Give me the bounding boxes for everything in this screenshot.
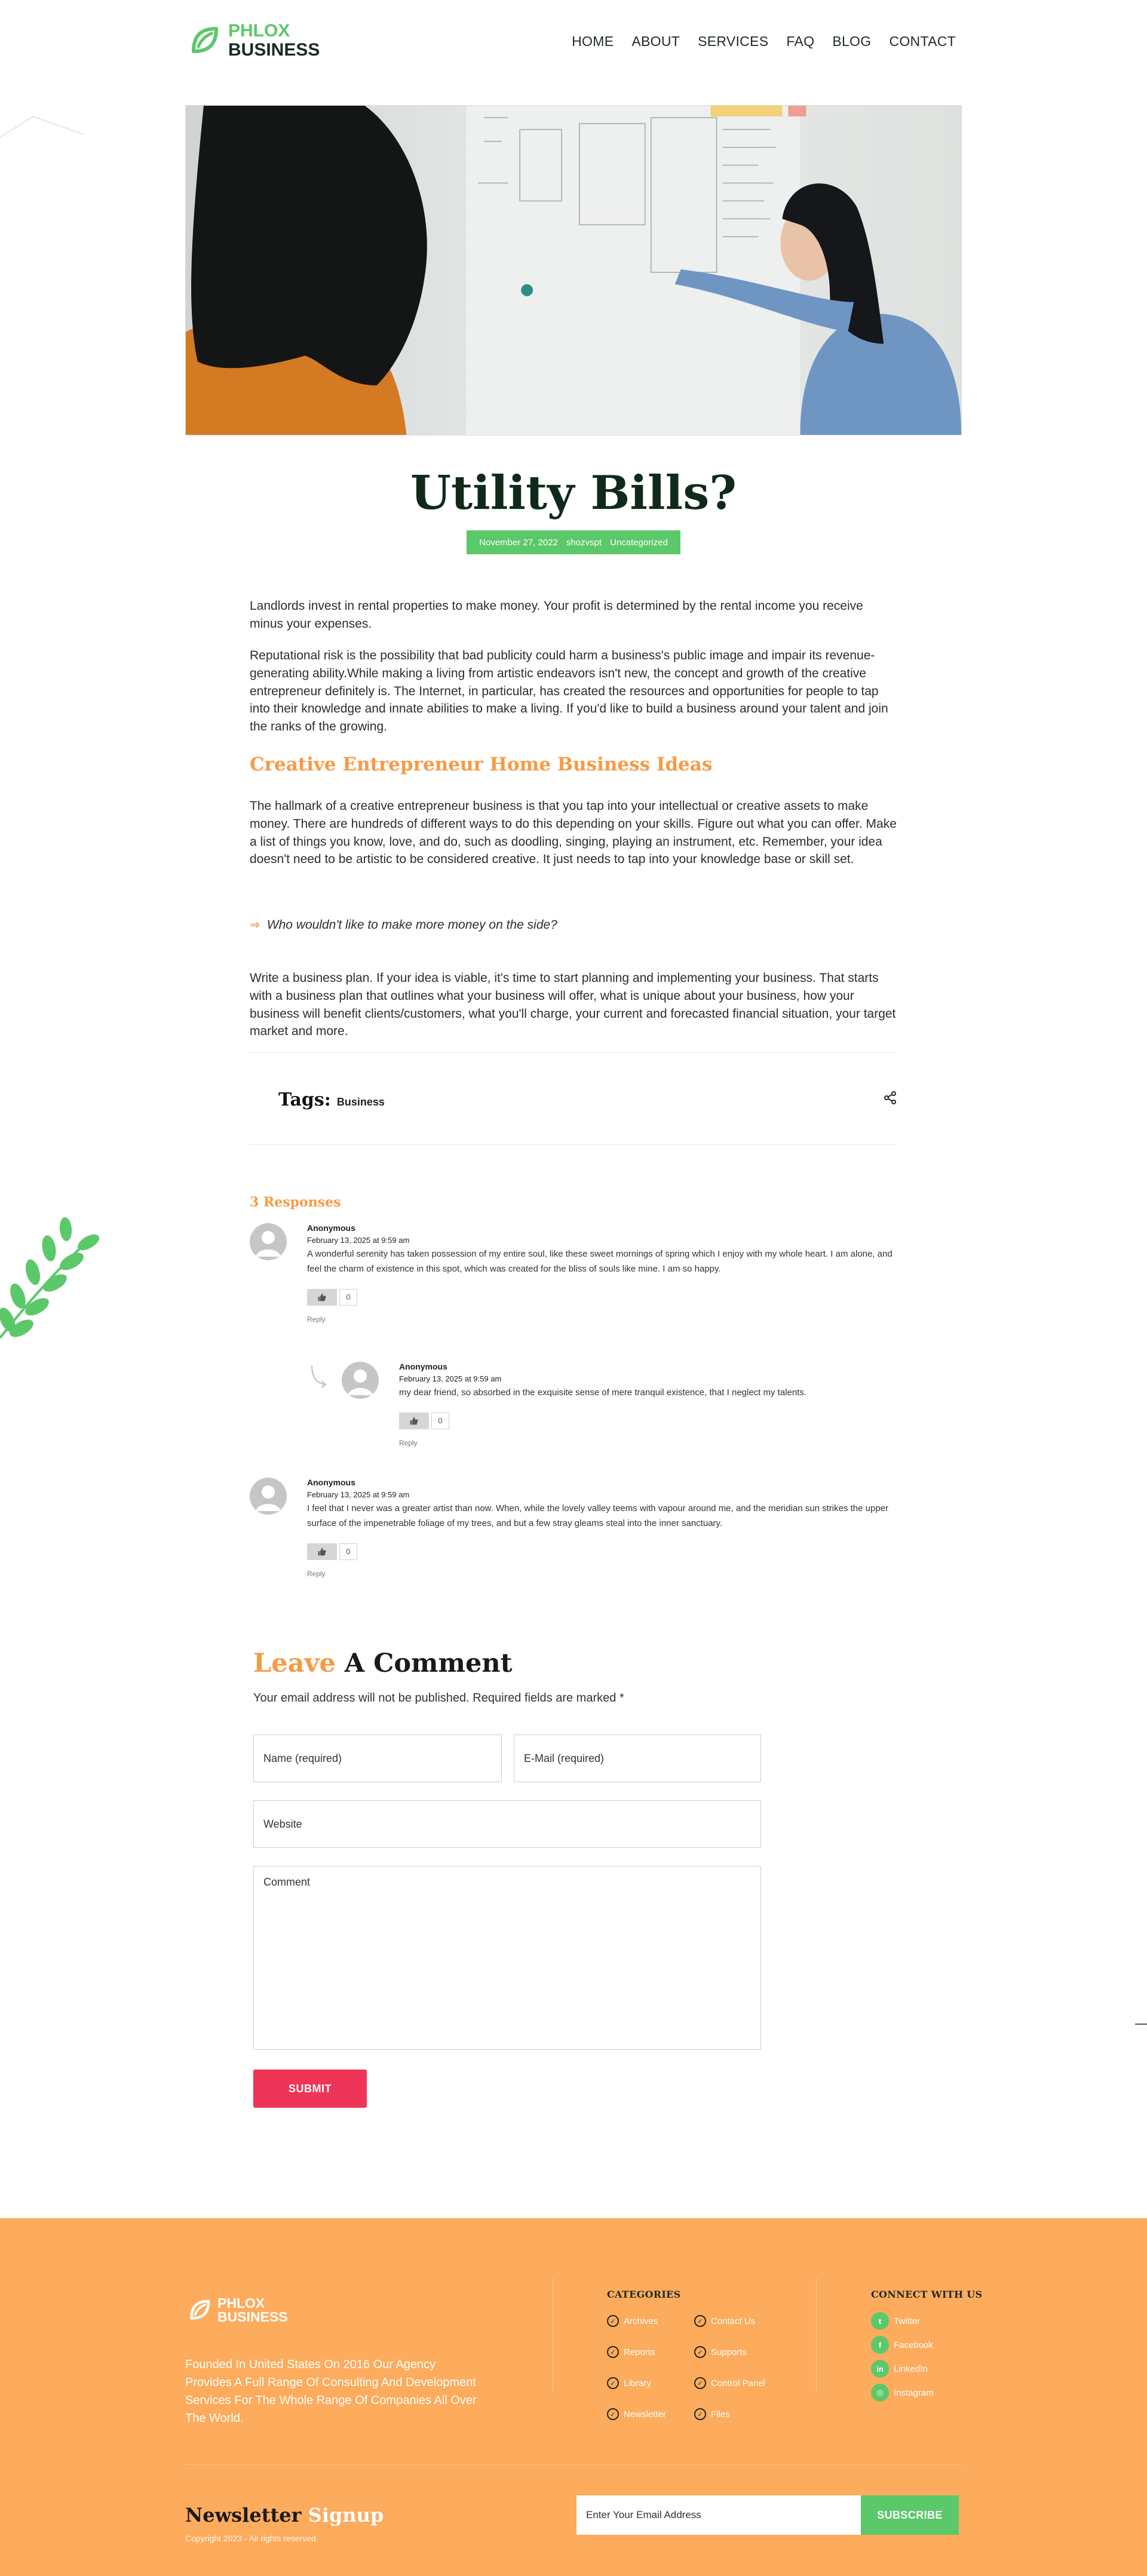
newsletter-title: [185, 2504, 384, 2526]
logo-line1: PHLOX: [228, 21, 290, 41]
share-icon[interactable]: [883, 1091, 897, 1105]
comment-text: my dear friend, so absorbed in the exquisite sense of mere tranquil existence, that I neglect my talents.: [399, 1387, 807, 1398]
comment-textarea[interactable]: [253, 1866, 761, 2050]
copyright-text: Copyright 2023 - All rights reserved.: [185, 2534, 318, 2543]
like-button[interactable]: [307, 1289, 337, 1306]
footer-link-label: Archives: [624, 2316, 658, 2326]
article-paragraph: Reputational risk is the possibility that bad publicity could harm a business's public image and impair its revenue-generating ability.While making a living from artistic endeavors isn't new, the concept and growth of the creative entrepreneur definitely is. The Internet, in particular, has created the resources and opportunities for people to tap into their knowledge and innate abilities to make a living. If you'd like to build a business around your talent and join the ranks of the growing.: [250, 649, 888, 734]
post-date[interactable]: November 27, 2022: [479, 537, 558, 548]
article-paragraph: Landlords invest in rental properties to make money. Your profit is determined by the rental income you receive minus your expenses.: [250, 599, 863, 631]
user-avatar-icon: [342, 1362, 379, 1399]
scroll-edge-mark: [1135, 2024, 1147, 2025]
site-logo[interactable]: [185, 22, 320, 60]
quote-text: Who wouldn't like to make more money on the side?: [266, 917, 557, 932]
footer-link-reports[interactable]: [607, 2346, 655, 2358]
post-tags: [278, 1089, 385, 1110]
user-avatar-icon: [250, 1223, 287, 1260]
leaf-logo-icon: [185, 2296, 214, 2325]
thumbs-up-icon: [317, 1547, 327, 1556]
divider: [250, 1144, 897, 1145]
like-button[interactable]: [399, 1413, 429, 1429]
reply-link[interactable]: Reply: [399, 1438, 418, 1447]
article-subheading: Creative Entrepreneur Home Business Ideas: [250, 754, 713, 775]
footer-link-label: Reports: [624, 2347, 655, 2357]
footer-link-contact-us[interactable]: [694, 2315, 755, 2327]
social-facebook[interactable]: [871, 2336, 933, 2354]
social-twitter[interactable]: [871, 2312, 920, 2330]
website-input[interactable]: [253, 1800, 761, 1848]
like-count: 0: [339, 1289, 357, 1306]
check-circle-icon: ✓: [607, 2315, 619, 2327]
avatar: [250, 1478, 287, 1515]
comment-text: A wonderful serenity has taken possession of my entire soul, like these sweet mornings of spring which I enjoy with my whole heart. I am alone, and feel the charm of existence in this spot, which was created for the bliss of souls like mine. I am so happy.: [307, 1249, 893, 1274]
instagram-icon: ◎: [871, 2384, 889, 2402]
article-paragraph: Write a business plan. If your idea is viable, it's time to start planning and implementing your business. That starts with a business plan that outlines what your business will offer, what is unique about your business, how your business will benefit clients/customers, what you'll charge, your current and forecasted financial situation, your target market and more.: [250, 971, 896, 1039]
check-circle-icon: ✓: [694, 2408, 706, 2420]
decorative-leaf-branch-icon: [0, 1206, 102, 1344]
footer-link-label: Contact Us: [711, 2316, 756, 2326]
tags-label: Tags:: [278, 1089, 331, 1110]
like-count: 0: [339, 1543, 357, 1560]
social-label: LinkedIn: [894, 2363, 928, 2374]
footer-divider: [185, 2464, 962, 2465]
footer-logo-line2: BUSINESS: [217, 2309, 288, 2325]
comment-author: Anonymous: [399, 1362, 447, 1371]
check-circle-icon: ✓: [607, 2346, 619, 2358]
arrow-right-icon: ⇒: [250, 919, 260, 932]
main-nav: [572, 33, 956, 50]
required-fields-note: Your email address will not be published. Required fields are marked *: [253, 1691, 624, 1705]
nav-home[interactable]: HOME: [572, 33, 614, 49]
twitter-icon: t: [871, 2312, 889, 2330]
footer-link-archives[interactable]: [607, 2315, 658, 2327]
footer-about-text: Founded In United States On 2016 Our Agency Provides A Full Range Of Consulting And Development Services For The Whole Range Of Companies All Over The World.: [185, 2358, 477, 2425]
user-avatar-icon: [250, 1478, 287, 1515]
post-author[interactable]: shozvspt: [566, 537, 602, 548]
comment-date: February 13, 2025 at 9:59 am: [307, 1236, 410, 1245]
post-category[interactable]: Uncategorized: [610, 537, 668, 548]
post-meta-badge: [467, 530, 680, 554]
nav-contact[interactable]: CONTACT: [889, 33, 956, 49]
article-quote: [250, 917, 557, 932]
footer-link-label: Control Panel: [711, 2378, 765, 2388]
like-count: 0: [431, 1413, 449, 1429]
nav-services[interactable]: SERVICES: [698, 33, 769, 49]
thumbs-up-icon: [317, 1292, 327, 1302]
facebook-icon: f: [871, 2336, 889, 2354]
reply-link[interactable]: Reply: [307, 1315, 326, 1324]
logo-line2: BUSINESS: [228, 40, 320, 60]
site-footer: [0, 2218, 1147, 2576]
footer-link-label: Newsletter: [624, 2409, 666, 2420]
avatar: [342, 1362, 379, 1399]
leaf-logo-icon: [185, 22, 223, 60]
avatar: [250, 1223, 287, 1260]
leave-title-accent: Leave: [253, 1648, 336, 1678]
footer-link-library[interactable]: [607, 2377, 651, 2389]
leave-comment-title: [253, 1648, 513, 1678]
thumbs-up-icon: [409, 1416, 419, 1426]
reply-link[interactable]: Reply: [307, 1569, 326, 1578]
subscribe-button[interactable]: SUBSCRIBE: [861, 2495, 959, 2535]
footer-divider: [816, 2278, 817, 2391]
nav-faq[interactable]: FAQ: [786, 33, 815, 49]
leave-title-rest: A Comment: [335, 1648, 513, 1678]
footer-logo[interactable]: [185, 2296, 288, 2325]
newsletter-title-main: Newsletter: [185, 2504, 302, 2526]
submit-button[interactable]: SUBMIT: [253, 2070, 367, 2108]
social-label: Instagram: [894, 2387, 934, 2398]
comment-author: Anonymous: [307, 1223, 355, 1233]
site-header: [0, 0, 1147, 84]
footer-link-label: Supports: [711, 2347, 747, 2357]
footer-link-supports[interactable]: [694, 2346, 747, 2358]
social-linkedin[interactable]: [871, 2360, 928, 2378]
footer-link-newsletter[interactable]: [607, 2408, 666, 2420]
check-circle-icon: ✓: [694, 2315, 706, 2327]
reply-arrow-icon: [309, 1364, 327, 1388]
social-label: Twitter: [894, 2316, 921, 2326]
comment-date: February 13, 2025 at 9:59 am: [399, 1374, 502, 1383]
check-circle-icon: ✓: [607, 2377, 619, 2389]
whiteboard-presentation-illustration: [186, 106, 961, 435]
decorative-triangle-shape: [0, 110, 90, 146]
newsletter-email-input[interactable]: [576, 2495, 861, 2535]
check-circle-icon: ✓: [694, 2346, 706, 2358]
social-instagram[interactable]: [871, 2384, 934, 2402]
categories-title: CATEGORIES: [607, 2289, 681, 2300]
email-input[interactable]: [514, 1734, 761, 1782]
check-circle-icon: ✓: [607, 2408, 619, 2420]
social-label: Facebook: [894, 2339, 933, 2350]
footer-logo-line1: PHLOX: [217, 2295, 265, 2311]
post-title: Utility Bills?: [410, 466, 737, 520]
like-button[interactable]: [307, 1543, 337, 1560]
responses-title: 3 Responses: [250, 1195, 341, 1210]
linkedin-icon: in: [871, 2360, 889, 2378]
connect-title: CONNECT WITH US: [871, 2289, 983, 2300]
footer-link-label: Library: [624, 2378, 651, 2388]
name-input[interactable]: [253, 1734, 502, 1782]
comment-text: I feel that I never was a greater artist than now. When, while the lovely valley teems with vapour around me, and the meridian sun strikes the upper surface of the impenetrable foliage of my trees, and but a few stray gleams steal into the inner sanctuary.: [307, 1503, 889, 1528]
footer-link-control-panel[interactable]: [694, 2377, 765, 2389]
footer-link-files[interactable]: [694, 2408, 730, 2420]
nav-blog[interactable]: BLOG: [832, 33, 872, 49]
nav-about[interactable]: ABOUT: [631, 33, 680, 49]
footer-link-label: Files: [711, 2409, 730, 2420]
article-paragraph: The hallmark of a creative entrepreneur business is that you tap into your intellectual or creative assets to make money. There are hundreds of different ways to do this depending on your skills. Figure out what you can offer. Make a list of things you know, love, and do, such as doodling, singing, playing an instrument, etc. Remember, your idea doesn't need to be artistic to be considered creative. It just needs to tap into your knowledge base or skill set.: [250, 799, 897, 867]
comment-author: Anonymous: [307, 1478, 355, 1487]
newsletter-title-accent: Signup: [301, 2504, 384, 2526]
divider: [250, 1052, 897, 1053]
comment-date: February 13, 2025 at 9:59 am: [307, 1490, 410, 1499]
post-hero-image: [185, 105, 962, 435]
check-circle-icon: ✓: [694, 2377, 706, 2389]
tag-business[interactable]: Business: [336, 1096, 385, 1108]
